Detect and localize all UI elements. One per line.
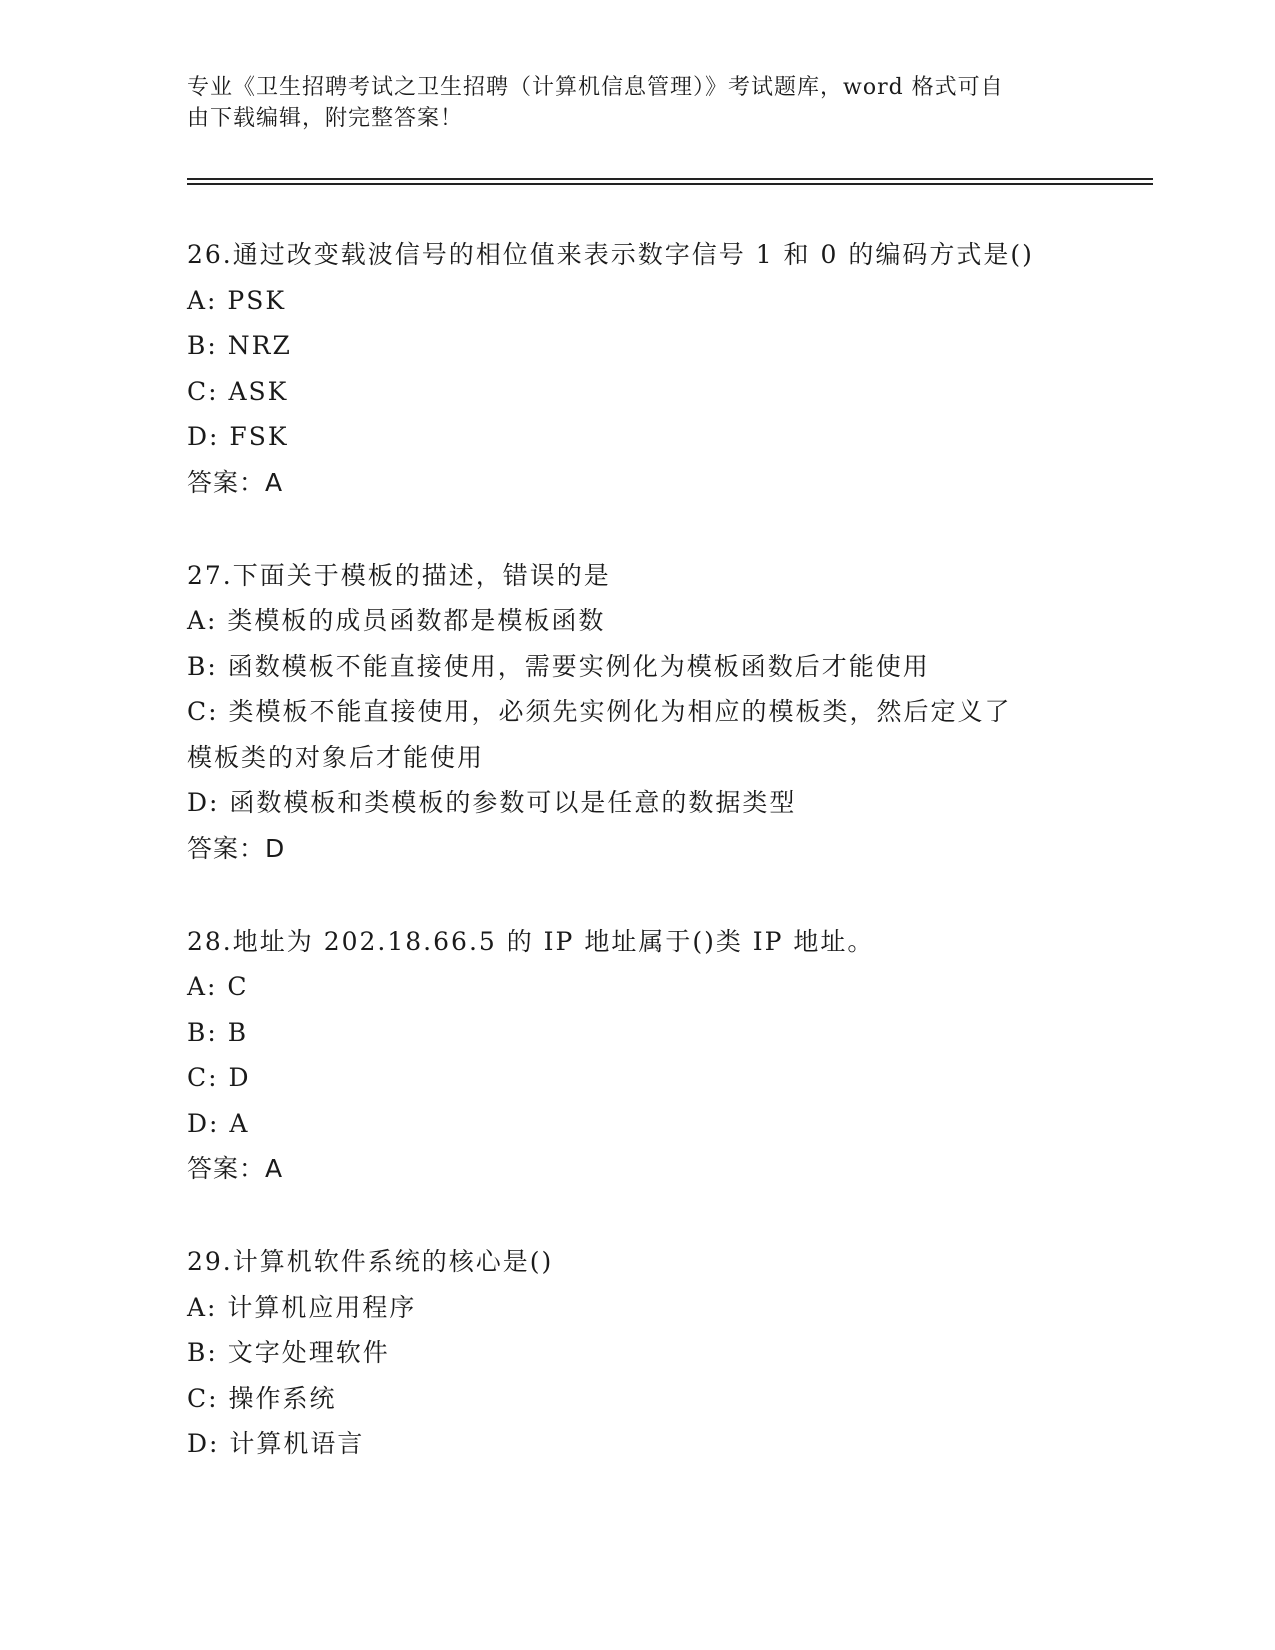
question-27: [187, 553, 1087, 871]
option-a: A: PSK: [187, 285, 287, 315]
option-c-continuation: 模板类的对象后才能使用: [187, 742, 485, 772]
document-header: [187, 72, 1087, 134]
question-list: [187, 232, 1087, 1515]
header-divider-bottom: [187, 183, 1153, 185]
option-b: B: B: [187, 1017, 249, 1047]
option-b: B: 函数模板不能直接使用，需要实例化为模板函数后才能使用: [187, 651, 930, 681]
question-text: 26.通过改变载波信号的相位值来表示数字信号 1 和 0 的编码方式是(): [187, 240, 1034, 269]
option-d: D: FSK: [187, 422, 289, 451]
answer-label: 答案：A: [187, 1154, 284, 1183]
option-d: D: 函数模板和类模板的参数可以是任意的数据类型: [187, 788, 797, 817]
option-b: B: 文字处理软件: [187, 1338, 390, 1367]
option-c: C: D: [187, 1063, 251, 1092]
header-divider-top: [187, 178, 1153, 180]
option-d: D: 计算机语言: [187, 1429, 365, 1458]
option-a: A: 类模板的成员函数都是模板函数: [187, 606, 606, 635]
question-28: [187, 919, 1087, 1192]
question-text: 27.下面关于模板的描述，错误的是: [187, 560, 611, 590]
option-c: C: 操作系统: [187, 1383, 337, 1413]
header-line-2: 由下载编辑，附完整答案！: [187, 106, 464, 131]
answer-label: 答案：D: [187, 833, 286, 863]
question-text: 29.计算机软件系统的核心是(): [187, 1247, 554, 1276]
option-c: C: 类模板不能直接使用，必须先实例化为相应的模板类，然后定义了: [187, 697, 1012, 726]
question-text: 28.地址为 202.18.66.5 的 IP 地址属于()类 IP 地址。: [187, 926, 875, 956]
answer-label: 答案：A: [187, 467, 284, 497]
option-d: D: A: [187, 1108, 250, 1138]
header-line-1: 专业《卫生招聘考试之卫生招聘（计算机信息管理）》考试题库，word 格式可自: [187, 75, 1004, 100]
option-a: A: C: [187, 972, 249, 1001]
question-26: [187, 232, 1087, 505]
option-c: C: ASK: [187, 376, 289, 406]
option-b: B: NRZ: [187, 331, 292, 360]
option-a: A: 计算机应用程序: [187, 1292, 417, 1322]
question-29: [187, 1239, 1087, 1467]
